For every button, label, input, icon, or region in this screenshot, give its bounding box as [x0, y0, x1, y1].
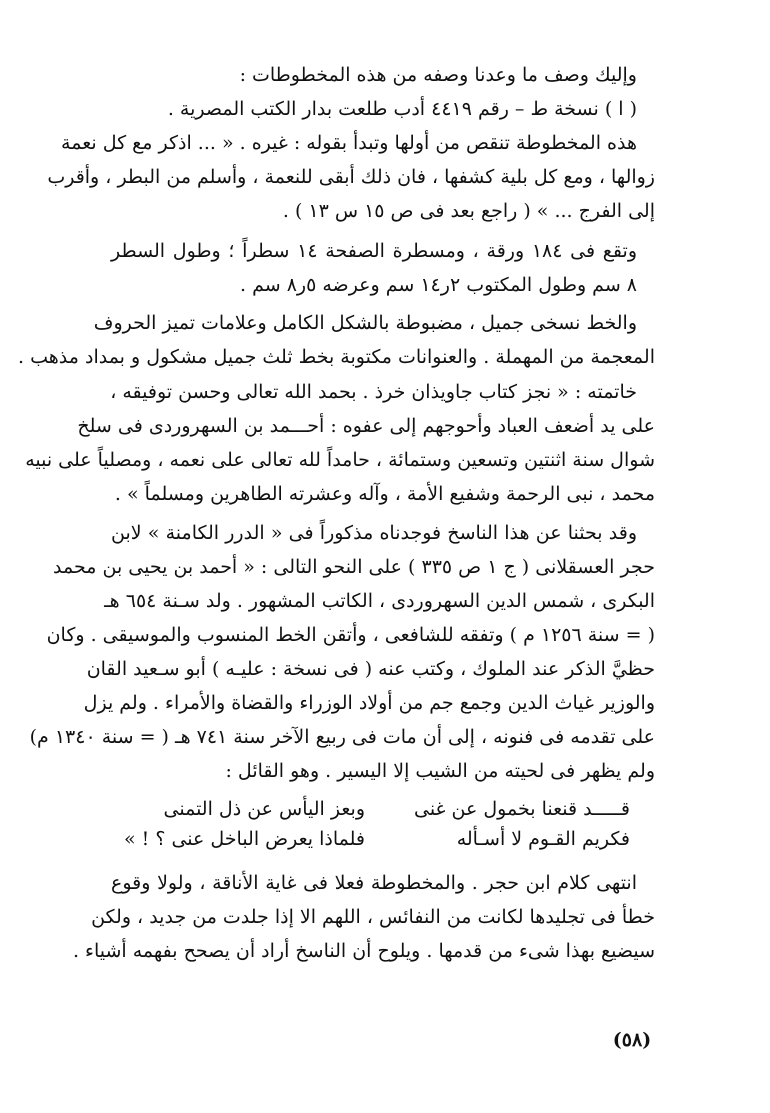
- text-line: ولم يظهر فى لحيته من الشيب إلا اليسير . وهو القائل :: [225, 760, 655, 782]
- manuscript-a-heading: ( ا ) نسخة ط – رقم ٤٤١٩ أدب طلعت بدار الكتب المصرية .: [167, 98, 637, 120]
- page-number: (٥٨): [612, 1029, 652, 1051]
- text-line: حظيَّ الذكر عند الملوك ، وكتب عنه ( فى نسخة : عليـه ) أبو سـعيد القان: [86, 658, 655, 680]
- text-line: إلى الفرج ... » ( راجع بعد فى ص ١٥ س ١٣ ) .: [282, 200, 655, 222]
- text-line: شوال سنة اثنتين وتسعين وستمائة ، حامداً لله تعالى على نعمه ، ومصلياً على نبيه: [25, 449, 655, 471]
- text-line: على تقدمه فى فنونه ، إلى أن مات فى ربيع الآخر سنة ٧٤١ هـ ( = سنة ١٣٤٠ م): [29, 726, 655, 748]
- text-line: محمد ، نبى الرحمة وشفيع الأمة ، وآله وعشرته الطاهرين ومسلماً » .: [114, 483, 655, 505]
- intro-line: وإليك وصف ما وعدنا وصفه من هذه المخطوطات :: [239, 64, 637, 86]
- text-line: سيضيع بهذا شىء من قدمها . ويلوح أن الناسخ أراد أن يصحح بفهمه أشياء .: [72, 940, 655, 962]
- text-line: البكرى ، شمس الدين السهروردى ، الكاتب المشهور . ولد سـنة ٦٥٤ هـ: [104, 590, 655, 612]
- text-line: انتهى كلام ابن حجر . والمخطوطة فعلا فى غاية الأناقة ، ولولا وقوع: [111, 872, 637, 894]
- verse-1-first-hemistich: قـــــد قنعنا بخمول عن غنى: [413, 798, 630, 820]
- text-line: ٨ سم وطول المكتوب ٢ر١٤ سم وعرضه ٥ر٨ سم .: [240, 274, 637, 296]
- text-line: خاتمته : « نجز كتاب جاويذان خرذ . بحمد الله تعالى وحسن توفيقه ،: [110, 381, 637, 403]
- verse-1-second-hemistich: وبعز اليأس عن ذل التمنى: [163, 798, 365, 820]
- text-line: وقد بحثنا عن هذا الناسخ فوجدناه مذكوراً فى « الدرر الكامنة » لابن: [111, 522, 637, 544]
- text-line: المعجمة من المهملة . والعنوانات مكتوبة بخط ثلث جميل مشكول و بمداد مذهب .: [18, 346, 655, 368]
- text-line: والخط نسخى جميل ، مضبوطة بالشكل الكامل وعلامات تميز الحروف: [93, 312, 637, 334]
- text-line: زوالها ، ومع كل بلية كشفها ، فان ذلك أبقى للنعمة ، وأسلم من البطر ، وأقرب: [47, 166, 655, 188]
- text-line: والوزير غياث الدين وجمع جم من أولاد الوزراء والقضاة والأمراء . ولم يزل: [83, 692, 655, 714]
- text-line: خطأ فى تجليدها لكانت من النفائس ، اللهم الا إذا جلدت من جديد ، ولكن: [91, 906, 655, 928]
- text-line: هذه المخطوطة تنقص من أولها وتبدأ بقوله : غيره . « ... اذكر مع كل نعمة: [61, 132, 637, 154]
- text-line: وتقع فى ١٨٤ ورقة ، ومسطرة الصفحة ١٤ سطراً ؛ وطول السطر: [111, 240, 637, 262]
- text-line: حجر العسقلانى ( ج ١ ص ٣٣٥ ) على النحو التالى : « أحمد بن يحيى بن محمد: [53, 556, 655, 578]
- text-line: على يد أضعف العباد وأحوجهم إلى عفوه : أحـــمد بن السهروردى فى سلخ: [77, 415, 655, 437]
- verse-2-first-hemistich: فكريم القـوم لا أسـأله: [456, 828, 630, 850]
- verse-2-second-hemistich: فلماذا يعرض الباخل عنى ؟ ! »: [123, 828, 365, 850]
- text-line: ( = سنة ١٢٥٦ م ) وتفقه للشافعى ، وأتقن الخط المنسوب والموسيقى . وكان: [46, 624, 655, 646]
